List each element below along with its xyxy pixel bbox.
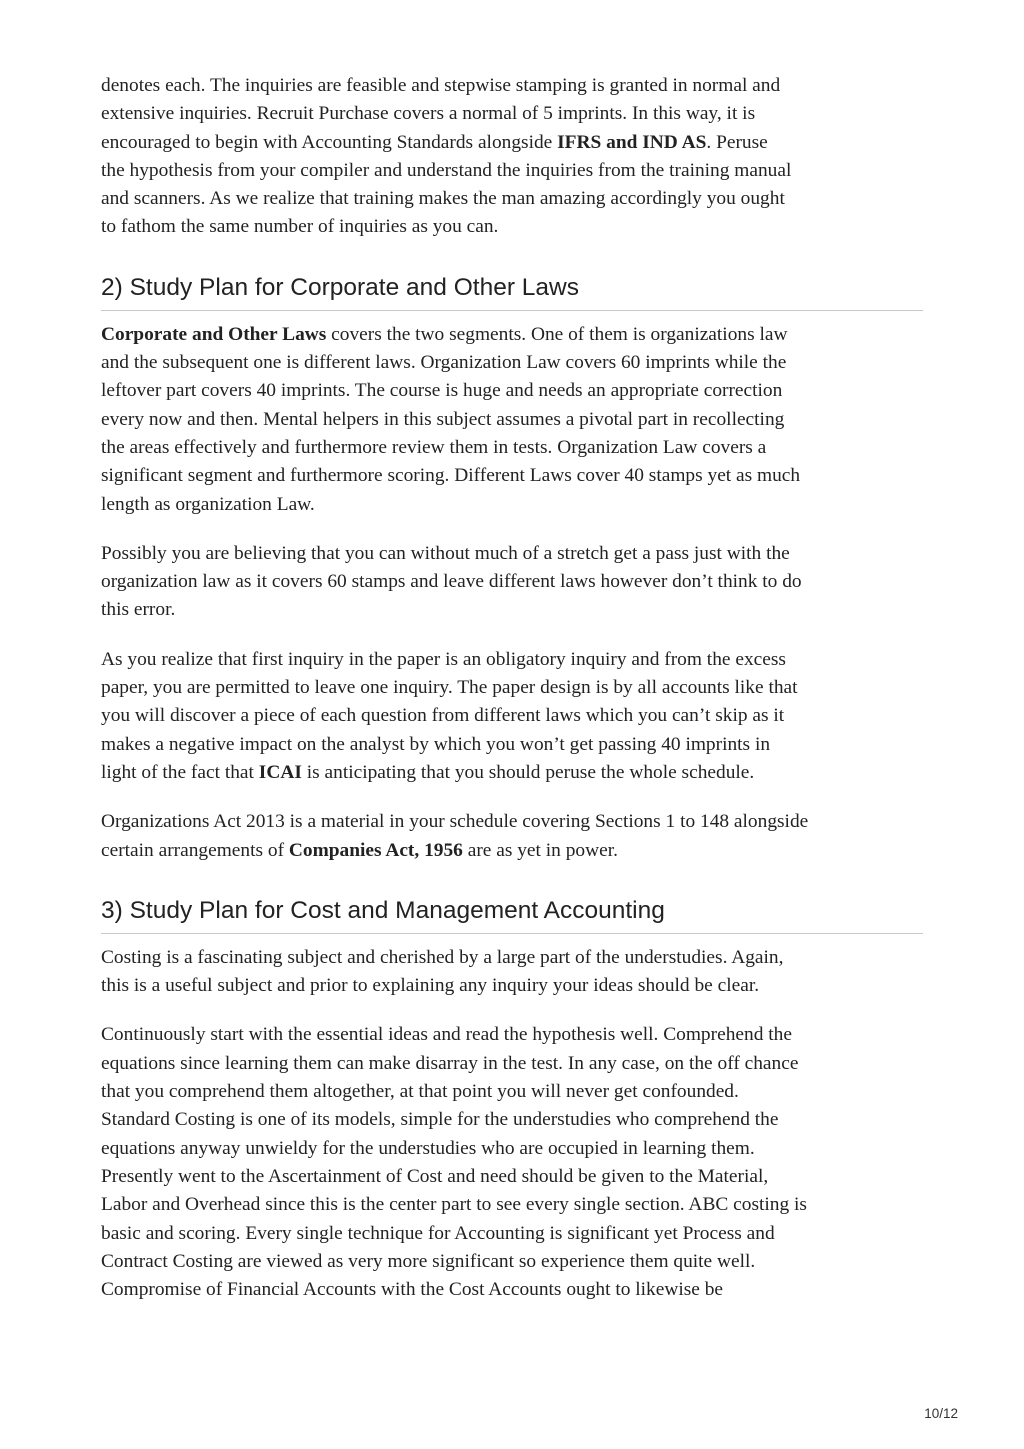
cost-accounting-paragraph-1: Costing is a fascinating subject and cherished by a large part of the understudies. Again, this is a useful subject and prior to explaining any inquiry your ideas should be clear. bbox=[101, 946, 784, 997]
corporate-laws-paragraph-4: Organizations Act 2013 is a material in your schedule covering Sections 1 to 148 alongside certain arrangements of Companies Act, 1956 are as yet in power. bbox=[101, 811, 809, 861]
document-page bbox=[101, 70, 923, 1325]
intro-paragraph: denotes each. The inquiries are feasible and stepwise stamping is granted in normal and extensive inquiries. Recruit Purchase covers a normal of 5 imprints. In this way, it is encouraged to begin with Accounting Standards alongside IFRS and IND AS. Peruse the hypothesis from your compiler and understand the inquiries from the training manual and scanners. As we realize that training makes the man amazing accordingly you ought to fathom the same number of inquiries as you can. bbox=[101, 75, 792, 238]
corporate-laws-paragraph-2: Possibly you are believing that you can without much of a stretch get a pass just with the organization law as it covers 60 stamps and leave different laws however don’t think to do this error. bbox=[101, 542, 802, 621]
page-number: 10/12 bbox=[924, 1406, 958, 1421]
corporate-laws-paragraph-3: As you realize that first inquiry in the paper is an obligatory inquiry and from the excess paper, you are permitted to leave one inquiry. The paper design is by all accounts like that you will discover a piece of each question from different laws which you can’t skip as it makes a negative impact on the analyst by which you won’t get passing 40 imprints in light of the fact that ICAI is anticipating that you should peruse the whole schedule. bbox=[101, 648, 798, 783]
icai-bold: ICAI bbox=[258, 761, 302, 783]
ifrs-ind-as-bold: IFRS and IND AS bbox=[557, 131, 707, 153]
cost-accounting-paragraph-2: Continuously start with the essential ideas and read the hypothesis well. Comprehend the equations since learning them can make disarray in the test. In any case, on the off chance that you comprehend them altogether, at that point you will never get confounded. Standard Costing is one of its models, simple for the understudies who comprehend the equations anyway unwieldy for the understudies who are occupied in learning them. Presently went to the Ascertainment of Cost and need should be given to the Material, Labor and Overhead since this is the center part to see every single section. ABC costing is basic and scoring. Every single technique for Accounting is significant yet Process and Contract Costing are viewed as very more significant so experience them quite well. Compromise of Financial Accounts with the Cost Accounts ought to likewise be bbox=[101, 1024, 807, 1301]
section-heading-cost-accounting: 3) Study Plan for Cost and Management Accounting bbox=[101, 896, 923, 934]
companies-act-bold: Companies Act, 1956 bbox=[288, 839, 463, 861]
corporate-laws-bold: Corporate and Other Laws bbox=[101, 323, 327, 345]
corporate-laws-paragraph-1: Corporate and Other Laws covers the two segments. One of them is organizations law and the subsequent one is different laws. Organization Law covers 60 imprints while the leftover part covers 40 imprints. The course is huge and needs an appropriate correction every now and then. Mental helpers in this subject assumes a pivotal part in recollecting the areas effectively and furthermore review them in tests. Organization Law covers a significant segment and furthermore scoring. Different Laws cover 40 stamps yet as much length as organization Law. bbox=[101, 323, 801, 515]
section-heading-corporate-laws: 2) Study Plan for Corporate and Other Laws bbox=[101, 273, 923, 311]
